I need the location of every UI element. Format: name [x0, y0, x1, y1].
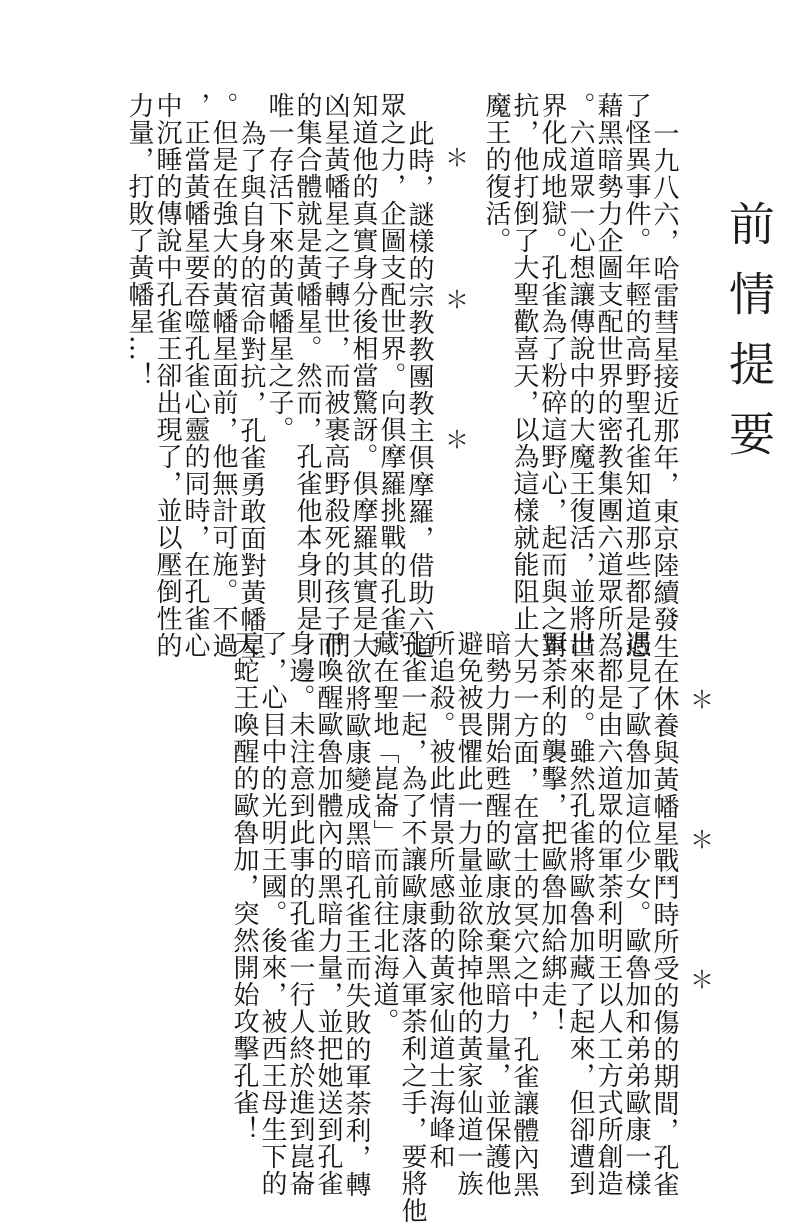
text-column: 軍荼利的襲擊，把歐魯加給綁走！: [537, 630, 567, 1035]
text-column: 。但是在強大的黃幡星面前，他無計可施。不過: [208, 92, 238, 659]
text-column: ，都是由六道眾的軍荼利明王以人工方式所創造: [593, 630, 623, 1197]
text-column: 藉黑暗勢力企圖支配世界的密教集團六道眾所為: [593, 92, 623, 659]
star-mark: ＊: [445, 144, 469, 172]
text-column: 唯一存活下來的黃幡星之子。: [264, 92, 294, 443]
text-column: 遇見了歐魯加這位少女。歐魯加和弟弟歐康一樣: [621, 630, 651, 1197]
text-column: 天蛇王喚醒的歐魯加，突然開始攻擊孔雀！: [229, 630, 259, 1143]
text-column: 另一方面，在富士的冥穴之中，孔雀讓體內黑: [509, 658, 539, 1198]
text-column: 知道他的真實身分後相當驚訝。俱摩羅其實是大: [348, 92, 378, 659]
text-column: 凶星黃幡星之子轉世，而被裹高野殺死的孩子們: [320, 92, 350, 659]
text-column: 孔雀一起，為了不讓歐康落入軍荼利之手，要將他: [397, 630, 427, 1224]
text-column: 欲將歐康變成黑暗孔雀王而失敗的軍荼利，轉: [341, 658, 371, 1198]
text-column: 力量，打敗了黃幡星…！: [124, 92, 154, 389]
text-column: 暗勢力開始甦醒的歐康放棄黑暗力量，並保護他: [481, 630, 511, 1197]
text-column: 出來的。雖然孔雀將歐魯加藏了起來，但卻遭到: [565, 630, 595, 1197]
text-column: 身邊。未注意到此事的孔雀一行人終於進到崑崙: [285, 630, 315, 1197]
star-mark: ＊: [690, 966, 714, 994]
text-column: 為了與自身的宿命對抗，孔雀勇敢面對黃幡星: [236, 120, 266, 660]
star-mark: ＊: [445, 286, 469, 314]
text-column: 的集合體就是黃幡星。然而，孔雀他本身則是: [292, 92, 322, 632]
star-mark: ＊: [690, 686, 714, 714]
page-title: 前情提要: [722, 200, 776, 480]
text-column: 了，心目中的光明王國。後來，被西王母生下的: [257, 630, 287, 1197]
star-mark: ＊: [690, 826, 714, 854]
star-mark: ＊: [445, 426, 469, 454]
text-column: 一九八六，哈雷彗星接近那年，東京陸續發生: [649, 120, 679, 660]
text-column: 抗，他打倒了大聖歡喜天，以為這樣就能阻止大: [509, 92, 539, 659]
text-column: 魔王的復活。: [481, 92, 511, 254]
text-column: 藏在聖地「崑崙」而前往北海道。: [369, 630, 399, 1035]
text-column: 了怪異事件。年輕的高野聖孔雀知道那些都是憑: [621, 92, 651, 659]
text-column: 。六道眾一心想讓傳說中的大魔王復活，並將世: [565, 92, 595, 659]
text-column: 界化成地獄。孔雀為了粉碎這野心，起而與之對: [537, 92, 567, 659]
text-column: 而喚醒歐魯加體內的黑暗力量，並把她送到孔雀: [313, 630, 343, 1197]
text-column: ，正當黃幡星要吞噬孔雀心靈的同時，在孔雀心: [180, 92, 210, 659]
text-column: 此時，謎樣的宗教教團教主俱摩羅，借助六道: [404, 120, 434, 660]
text-column: 所追殺。被此情景所感動的黃家仙道士海峰和: [425, 630, 455, 1170]
text-column: 中沉睡的傳說中孔雀王卻出現了，並以壓倒性的: [152, 92, 182, 659]
text-column: 眾之力，企圖支配世界。向俱摩羅挑戰的孔雀，: [376, 92, 406, 659]
text-column: 避免被畏懼此一力量並欲除掉他的黃家仙道一族: [453, 630, 483, 1197]
text-column: 在休養與黃幡星戰鬥時所受的傷的期間，孔雀: [649, 658, 679, 1198]
